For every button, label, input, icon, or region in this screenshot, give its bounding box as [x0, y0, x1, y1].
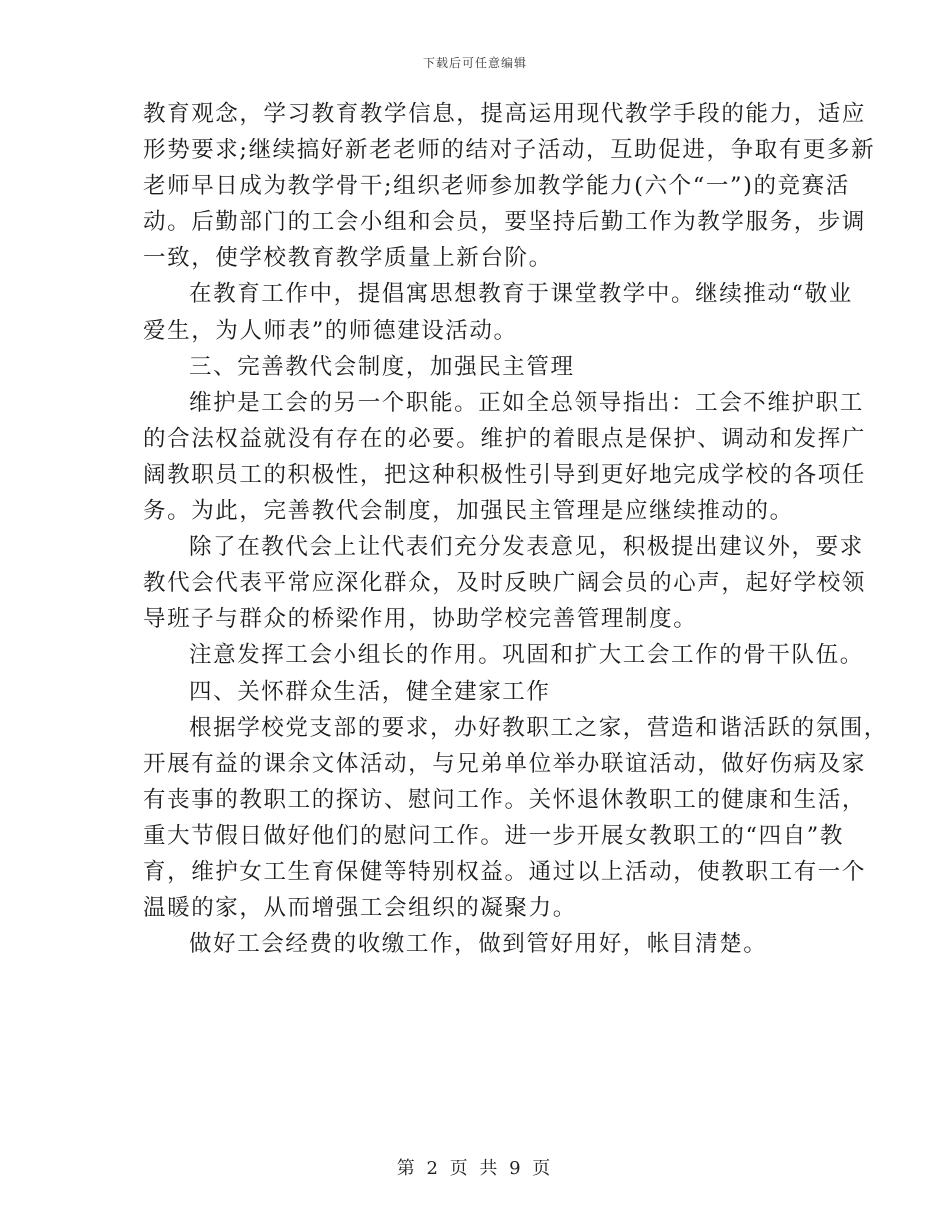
paragraph-start-line: 除了在教代会上让代表们充分发表意见，积极提出建议外，要求 [189, 534, 864, 561]
text-line: 有丧事的教职工的探访、慰问工作。关怀退休教职工的健康和生活， [143, 786, 867, 813]
text-line: 开展有益的课余文体活动，与兄弟单位举办联谊活动，做好伤病及家 [143, 750, 867, 777]
paragraph-start-line: 注意发挥工会小组长的作用。巩固和扩大工会工作的骨干队伍。 [189, 642, 864, 669]
text-line: 动。后勤部门的工会小组和会员，要坚持后勤工作为教学服务，步调 [143, 209, 867, 236]
text-line: 温暖的家，从而增强工会组织的凝聚力。 [143, 895, 577, 922]
text-line: 教育观念，学习教育教学信息，提高运用现代教学手段的能力，适应 [143, 101, 867, 127]
text-line: 导班子与群众的桥梁作用，协助学校完善管理制度。 [143, 606, 698, 633]
text-line: 一致，使学校教育教学质量上新台阶。 [143, 245, 553, 272]
section-heading: 三、完善教代会制度，加强民主管理 [189, 353, 575, 380]
document-body [143, 96, 888, 962]
text-line: 教代会代表平常应深化群众，及时反映广阔会员的心声，起好学校领 [143, 570, 867, 597]
paragraph-start-line: 维护是工会的另一个职能。正如全总领导指出：工会不维护职工 [189, 389, 864, 416]
text-line: 重大节假日做好他们的慰问工作。进一步开展女教职工的“四自”教 [143, 822, 845, 849]
paragraph-start-line: 根据学校党支部的要求，办好教职工之家，营造和谐活跃的氛围， [189, 714, 888, 741]
text-line: 老师早日成为教学骨干;组织老师参加教学能力(六个“一”)的竞赛活 [143, 173, 850, 200]
section-heading: 四、关怀群众生活，健全建家工作 [189, 678, 551, 705]
page-number-footer: 第 2 页 共 9 页 [396, 1158, 554, 1179]
text-line: 的合法权益就没有存在的必要。维护的着眼点是保护、调动和发挥广 [143, 425, 867, 452]
text-line: 爱生，为人师表”的师德建设活动。 [143, 317, 518, 344]
page-header-note: 下载后可任意编辑 [422, 56, 527, 70]
text-line: 育，维护女工生育保健等特别权益。通过以上活动，使教职工有一个 [143, 858, 867, 885]
paragraph-start-line: 做好工会经费的收缴工作，做到管好用好，帐目清楚。 [189, 931, 768, 958]
text-line: 阔教职员工的积极性，把这种积极性引导到更好地完成学校的各项任 [143, 461, 867, 488]
text-line: 形势要求;继续搞好新老老师的结对子活动，互助促进，争取有更多新 [143, 137, 876, 164]
paragraph-start-line: 在教育工作中，提倡寓思想教育于课堂教学中。继续推动“敬业 [189, 281, 853, 308]
text-line: 务。为此，完善教代会制度，加强民主管理是应继续推动的。 [143, 498, 794, 525]
